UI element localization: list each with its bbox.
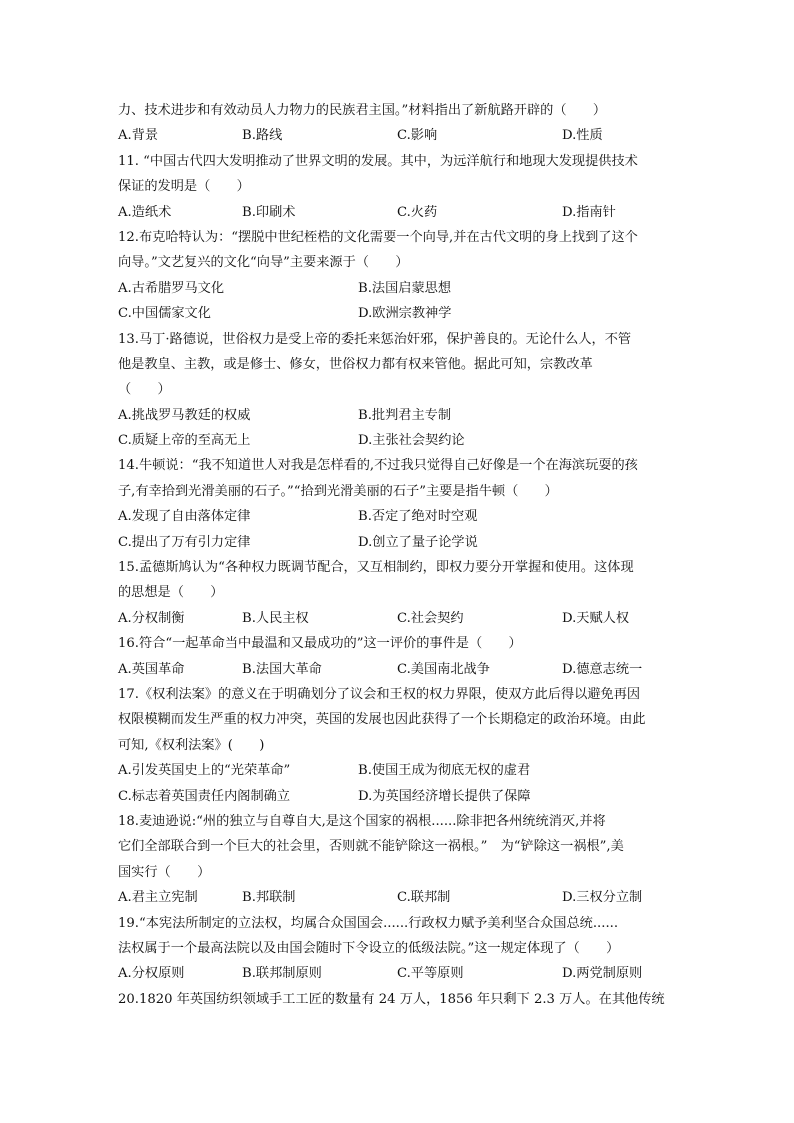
answer-option: A.发现了自由落体定律 bbox=[118, 509, 251, 525]
answer-options-row bbox=[118, 606, 678, 631]
answer-option: D.三权分立制 bbox=[562, 890, 643, 906]
answer-option: C.标志着英国责任内阁制确立 bbox=[118, 788, 291, 804]
question-text-line: 保证的发明是（ ） bbox=[118, 179, 250, 195]
question-text-line: 权限模糊而发生严重的权力冲突，英国的发展也因此获得了一个长期稳定的政治环境。由此 bbox=[118, 712, 646, 728]
question-text-line: 17.《权利法案》的意义在于明确划分了议会和王权的权力界限，使双方此后得以避免再因 bbox=[118, 686, 641, 702]
answer-option: B.人民主权 bbox=[242, 610, 309, 626]
answer-option: D.指南针 bbox=[562, 204, 616, 220]
question-text-line: 它们全部联合到一个巨大的社会里，否则就不能铲除这一祸根。” 为“铲除这一祸根”,美 bbox=[118, 839, 624, 855]
answer-options-row bbox=[118, 123, 678, 148]
answer-options-row bbox=[118, 784, 678, 809]
answer-option: D.性质 bbox=[562, 128, 603, 144]
answer-option: A.引发英国史上的“光荣革命” bbox=[118, 763, 291, 779]
answer-option: D.主张社会契约论 bbox=[358, 433, 465, 449]
question-text-line: 的思想是（ ） bbox=[118, 585, 224, 601]
answer-options-row bbox=[118, 276, 678, 301]
answer-option: A.君主立宪制 bbox=[118, 890, 198, 906]
answer-option: D.创立了量子论学说 bbox=[358, 534, 478, 550]
answer-options-row bbox=[118, 301, 678, 326]
answer-option: B.邦联制 bbox=[242, 890, 296, 906]
answer-option: B.法国启蒙思想 bbox=[358, 280, 452, 296]
answer-options-row bbox=[118, 885, 678, 910]
question-text-line: 可知,《权利法案》( ) bbox=[118, 737, 265, 753]
answer-option: C.火药 bbox=[397, 204, 438, 220]
question-text-line: 18.麦迪逊说:“州的独立与自尊自大,是这个国家的祸根......除非把各州统统消灭,并将 bbox=[118, 813, 606, 829]
question-text-line: 16.符合“一起革命当中最温和又最成功的”这一评价的事件是（ ） bbox=[118, 636, 522, 652]
answer-options-row bbox=[118, 530, 678, 555]
question-text-line: （ ） bbox=[118, 382, 171, 398]
answer-option: B.批判君主专制 bbox=[358, 407, 452, 423]
answer-option: A.背景 bbox=[118, 128, 159, 144]
answer-options-row bbox=[118, 657, 678, 682]
answer-options-row bbox=[118, 200, 678, 225]
question-text-line: 20.1820 年英国纺织领域手工工匠的数量有 24 万人，1856 年只剩下 2.3 万人。在其他传统 bbox=[118, 991, 665, 1007]
question-text-line: 子,有幸拾到光滑美丽的石子。”“拾到光滑美丽的石子”主要是指牛顿（ ） bbox=[118, 483, 558, 499]
answer-options-row bbox=[118, 758, 678, 783]
answer-options-row bbox=[118, 403, 678, 428]
answer-option: D.天赋人权 bbox=[562, 610, 630, 626]
question-text-line: 14.牛顿说：“我不知道世人对我是怎样看的,不过我只觉得自己好像是一个在海滨玩耍的孩 bbox=[118, 458, 638, 474]
answer-option: A.挑战罗马教廷的权威 bbox=[118, 407, 251, 423]
question-text-line: 19.“本宪法所制定的立法权，均属合众国国会......行政权力赋予美利坚合众国总统...... bbox=[118, 915, 619, 931]
question-text-line: 法权属于一个最高法院以及由国会随时下令设立的低级法院。”这一规定体现了（ ） bbox=[118, 940, 620, 956]
answer-option: B.否定了绝对时空观 bbox=[358, 509, 478, 525]
answer-option: B.联邦制原则 bbox=[242, 966, 322, 982]
answer-option: A.英国革命 bbox=[118, 661, 185, 677]
answer-option: B.使国王成为彻底无权的虚君 bbox=[358, 763, 531, 779]
answer-option: C.提出了万有引力定律 bbox=[118, 534, 251, 550]
question-text-line: 向导。”文艺复兴的文化“向导”主要来源于（ ） bbox=[118, 255, 409, 271]
answer-option: D.两党制原则 bbox=[562, 966, 643, 982]
question-text-line: 力、技术进步和有效动员人力物力的民族君主国。”材料指出了新航路开辟的（ ） bbox=[118, 103, 607, 118]
question-text-line: 他是教皇、主教，或是修士、修女，世俗权力都有权来管他。据此可知，宗教改革 bbox=[118, 356, 593, 372]
answer-option: C.中国儒家文化 bbox=[118, 306, 211, 322]
answer-option: B.印刷术 bbox=[242, 204, 296, 220]
answer-option: A.分权制衡 bbox=[118, 610, 185, 626]
answer-options-row bbox=[118, 428, 678, 453]
question-text-line: 国实行（ ） bbox=[118, 864, 211, 880]
answer-option: A.造纸术 bbox=[118, 204, 172, 220]
answer-option: B.路线 bbox=[242, 128, 283, 144]
answer-option: D.德意志统一 bbox=[562, 661, 643, 677]
question-text-line: 12.布克哈特认为：“摆脱中世纪桎梏的文化需要一个向导,并在古代文明的身上找到了这个 bbox=[118, 229, 638, 245]
answer-option: C.联邦制 bbox=[397, 890, 451, 906]
question-text-line: 13.马丁·路德说，世俗权力是受上帝的委托来惩治奸邪，保护善良的。无论什么人，不管 bbox=[118, 331, 632, 347]
answer-option: D.为英国经济增长提供了保障 bbox=[358, 788, 531, 804]
answer-option: C.社会契约 bbox=[397, 610, 464, 626]
answer-option: A.分权原则 bbox=[118, 966, 185, 982]
question-text-line: 15.孟德斯鸠认为“各种权力既调节配合，又互相制约，即权力要分开掌握和使用。这体现 bbox=[118, 560, 634, 576]
answer-option: C.质疑上帝的至高无上 bbox=[118, 433, 251, 449]
answer-option: A.古希腊罗马文化 bbox=[118, 280, 225, 296]
answer-option: C.影响 bbox=[397, 128, 438, 144]
answer-option: C.美国南北战争 bbox=[397, 661, 490, 677]
answer-options-row bbox=[118, 504, 678, 529]
answer-options-row bbox=[118, 961, 678, 986]
answer-option: D.欧洲宗教神学 bbox=[358, 306, 452, 322]
answer-option: C.平等原则 bbox=[397, 966, 464, 982]
answer-option: B.法国大革命 bbox=[242, 661, 322, 677]
exam-page bbox=[118, 98, 678, 1012]
question-text-line: 11. “中国古代四大发明推动了世界文明的发展。其中，为远洋航行和地现大发现提供技术 bbox=[118, 153, 638, 169]
